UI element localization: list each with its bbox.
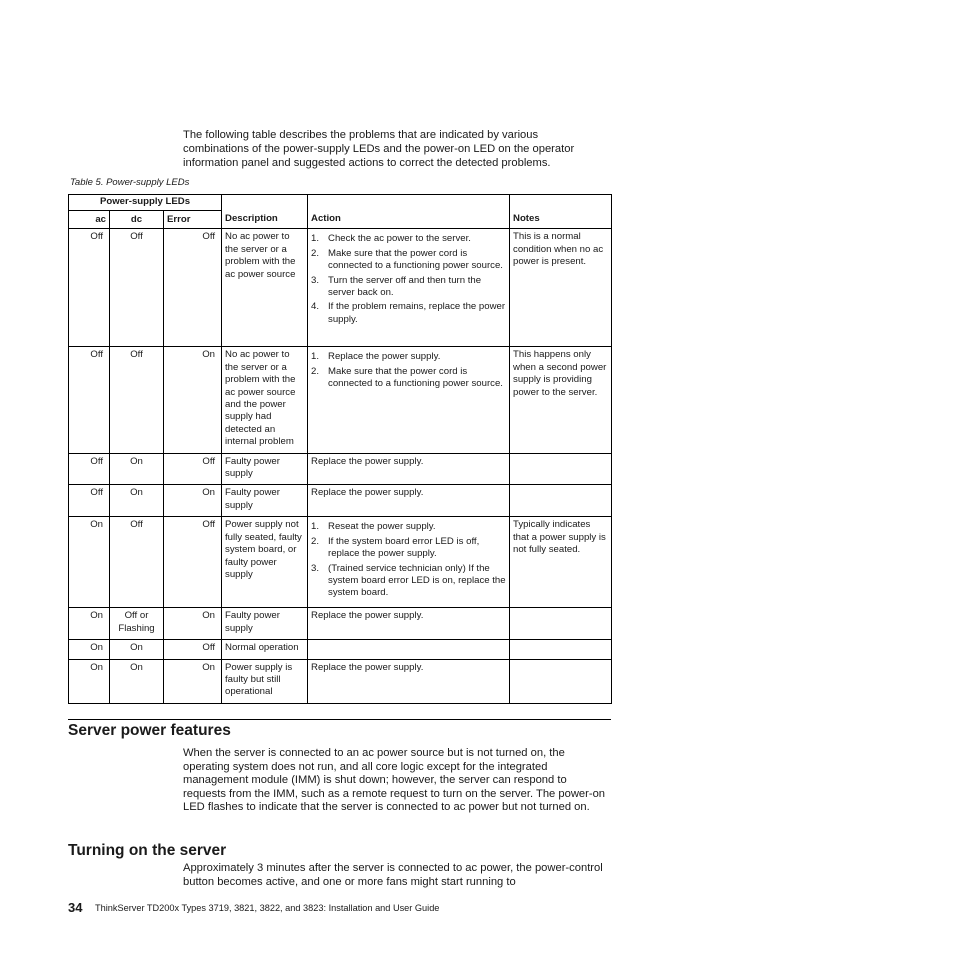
action-steps-list bbox=[311, 521, 506, 599]
cell-notes bbox=[510, 640, 612, 659]
header-power-supply-leds: Power-supply LEDs bbox=[69, 195, 222, 211]
cell-dc: On bbox=[110, 453, 164, 485]
cell-action bbox=[308, 229, 510, 347]
section-body-server-power-features: When the server is connected to an ac power source but is not turned on, the operating system does not run, and all core logic except for the integrated management module (IMM) is shut down; however, the server can respond to requests from the IMM, such as a remote request to turn on the server. The power-on LED flashes to indicate that the server is connected to ac power but not turned on. bbox=[183, 747, 606, 814]
cell-dc: Off bbox=[110, 229, 164, 347]
step-text: (Trained service technician only) If the system board error LED is on, replace the system board. bbox=[328, 562, 506, 599]
table-row bbox=[69, 347, 612, 453]
table-row bbox=[69, 640, 612, 659]
step-number: 1. bbox=[311, 521, 320, 533]
cell-notes: This is a normal condition when no ac power is present. bbox=[510, 229, 612, 347]
cell-dc: Off bbox=[110, 517, 164, 608]
header-dc: dc bbox=[110, 211, 164, 229]
cell-action: Replace the power supply. bbox=[308, 608, 510, 640]
action-step bbox=[311, 248, 506, 273]
intro-paragraph: The following table describes the problems that are indicated by various combinations of the power-supply LEDs and the power-on LED on the operator information panel and suggested actions to correct the detected problems. bbox=[183, 129, 575, 169]
cell-notes bbox=[510, 485, 612, 517]
section-divider bbox=[68, 719, 611, 720]
table-row bbox=[69, 608, 612, 640]
power-supply-leds-table bbox=[68, 194, 612, 704]
cell-description: No ac power to the server or a problem with the ac power source bbox=[222, 229, 308, 347]
action-step bbox=[311, 521, 506, 533]
cell-ac: Off bbox=[69, 485, 110, 517]
table-caption: Table 5. Power-supply LEDs bbox=[70, 177, 190, 188]
header-notes: Notes bbox=[510, 195, 612, 229]
table-row bbox=[69, 659, 612, 703]
table-row bbox=[69, 517, 612, 608]
section-title-turning-on-the-server: Turning on the server bbox=[68, 842, 227, 859]
cell-error: Off bbox=[164, 517, 222, 608]
cell-dc: On bbox=[110, 659, 164, 703]
cell-action: Replace the power supply. bbox=[308, 485, 510, 517]
cell-action bbox=[308, 640, 510, 659]
table-row bbox=[69, 453, 612, 485]
footer-text: ThinkServer TD200x Types 3719, 3821, 3822, and 3823: Installation and User Guide bbox=[95, 903, 440, 913]
cell-description: Normal operation bbox=[222, 640, 308, 659]
step-number: 3. bbox=[311, 274, 320, 286]
cell-ac: On bbox=[69, 659, 110, 703]
cell-error: On bbox=[164, 485, 222, 517]
cell-error: On bbox=[164, 659, 222, 703]
step-text: Make sure that the power cord is connected to a functioning power source. bbox=[328, 247, 503, 272]
action-step bbox=[311, 301, 506, 326]
cell-description: Power supply is faulty but still operational bbox=[222, 659, 308, 703]
cell-ac: Off bbox=[69, 229, 110, 347]
cell-dc: Off or Flashing bbox=[110, 608, 164, 640]
cell-ac: On bbox=[69, 517, 110, 608]
step-number: 3. bbox=[311, 562, 320, 574]
action-step bbox=[311, 536, 506, 561]
action-step bbox=[311, 351, 506, 363]
step-text: If the problem remains, replace the power supply. bbox=[328, 301, 506, 325]
step-text: Check the ac power to the server. bbox=[328, 233, 471, 245]
cell-description: Power supply not fully seated, faulty system board, or faulty power supply bbox=[222, 517, 308, 608]
step-number: 4. bbox=[311, 301, 320, 313]
cell-description: Faulty power supply bbox=[222, 453, 308, 485]
cell-action: Replace the power supply. bbox=[308, 659, 510, 703]
cell-dc: On bbox=[110, 640, 164, 659]
cell-error: Off bbox=[164, 229, 222, 347]
cell-notes bbox=[510, 453, 612, 485]
step-text: Make sure that the power cord is connected to a functioning power source. bbox=[328, 365, 503, 390]
action-steps-list bbox=[311, 351, 506, 390]
table-row bbox=[69, 229, 612, 347]
step-number: 2. bbox=[311, 535, 320, 547]
cell-description: No ac power to the server or a problem with the ac power source and the power supply had detected an internal problem bbox=[222, 347, 308, 453]
cell-error: On bbox=[164, 608, 222, 640]
section-body-turning-on-the-server: Approximately 3 minutes after the server is connected to ac power, the power-control button becomes active, and one or more fans might start running to bbox=[183, 862, 603, 888]
cell-ac: On bbox=[69, 608, 110, 640]
header-action: Action bbox=[308, 195, 510, 229]
cell-error: Off bbox=[164, 453, 222, 485]
cell-notes: This happens only when a second power supply is providing power to the server. bbox=[510, 347, 612, 453]
cell-notes bbox=[510, 659, 612, 703]
cell-error: Off bbox=[164, 640, 222, 659]
cell-description: Faulty power supply bbox=[222, 608, 308, 640]
action-step bbox=[311, 366, 506, 391]
cell-ac: On bbox=[69, 640, 110, 659]
action-step bbox=[311, 563, 506, 600]
step-number: 1. bbox=[311, 351, 320, 363]
cell-action: Replace the power supply. bbox=[308, 453, 510, 485]
step-text: Replace the power supply. bbox=[328, 351, 441, 363]
cell-error: On bbox=[164, 347, 222, 453]
step-text: Reseat the power supply. bbox=[328, 521, 436, 533]
action-step bbox=[311, 275, 506, 300]
cell-notes: Typically indicates that a power supply is not fully seated. bbox=[510, 517, 612, 608]
step-text: If the system board error LED is off, replace the power supply. bbox=[328, 535, 480, 560]
step-number: 1. bbox=[311, 233, 320, 245]
cell-action bbox=[308, 347, 510, 453]
action-steps-list bbox=[311, 233, 506, 326]
cell-notes bbox=[510, 608, 612, 640]
action-step bbox=[311, 233, 506, 245]
cell-dc: On bbox=[110, 485, 164, 517]
cell-dc: Off bbox=[110, 347, 164, 453]
cell-ac: Off bbox=[69, 347, 110, 453]
table-row bbox=[69, 485, 612, 517]
cell-description: Faulty power supply bbox=[222, 485, 308, 517]
step-text: Turn the server off and then turn the server back on. bbox=[328, 274, 482, 299]
page-number: 34 bbox=[68, 900, 83, 915]
table-body bbox=[69, 229, 612, 703]
header-error: Error bbox=[164, 211, 222, 229]
section-title-server-power-features: Server power features bbox=[68, 722, 231, 739]
header-ac: ac bbox=[69, 211, 110, 229]
step-number: 2. bbox=[311, 365, 320, 377]
step-number: 2. bbox=[311, 247, 320, 259]
cell-action bbox=[308, 517, 510, 608]
cell-ac: Off bbox=[69, 453, 110, 485]
header-description: Description bbox=[222, 195, 308, 229]
